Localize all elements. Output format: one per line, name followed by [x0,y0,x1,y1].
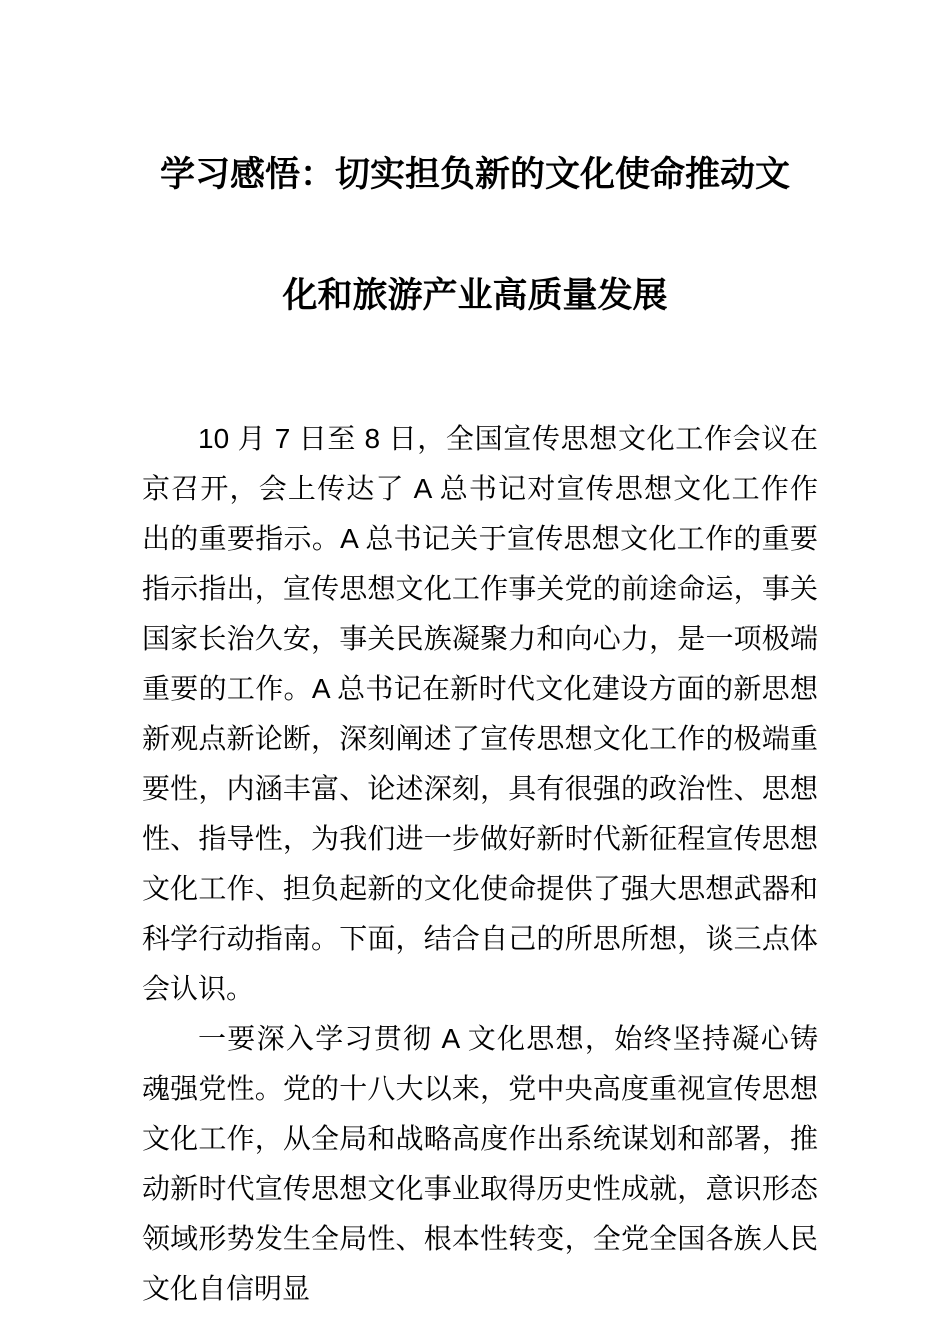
page-title-line-2: 化和旅游产业高质量发展 [282,276,668,315]
paragraph-intro: 10 月 7 日至 8 日，全国宣传思想文化工作会议在京召开，会上传达了 A 总书记对宣传思想文化工作作出的重要指示。A 总书记关于宣传思想文化工作的重要指示指出，宣传思想文化工作事关党的前途命运，事关国家长治久安，事关民族凝聚力和向心力，是一项极端重要的工作。A 总书记在新时代文化建设方面的新思想新观点新论断，深刻阐述了宣传思想文化工作的极端重要性，内涵丰富、论述深刻，具有很强的政治性、思想性、指导性，为我们进一步做好新时代新征程宣传思想文化工作、担负起新的文化使命提供了强大思想武器和科学行动指南。下面，结合自己的所思所想，谈三点体会认识。 [142,423,818,1004]
document-body [142,414,818,1314]
page-title-line-1: 学习感悟：切实担负新的文化使命推动文 [159,155,790,194]
page-title [0,0,950,356]
paragraph-point-one: 一要深入学习贯彻 A 文化思想，始终坚持凝心铸魂强党性。党的十八大以来，党中央高度重视宣传思想文化工作，从全局和战略高度作出系统谋划和部署，推动新时代宣传思想文化事业取得历史性成就，意识形态领域形势发生全局性、根本性转变，全党全国各族人民文化自信明显 [142,1023,818,1304]
